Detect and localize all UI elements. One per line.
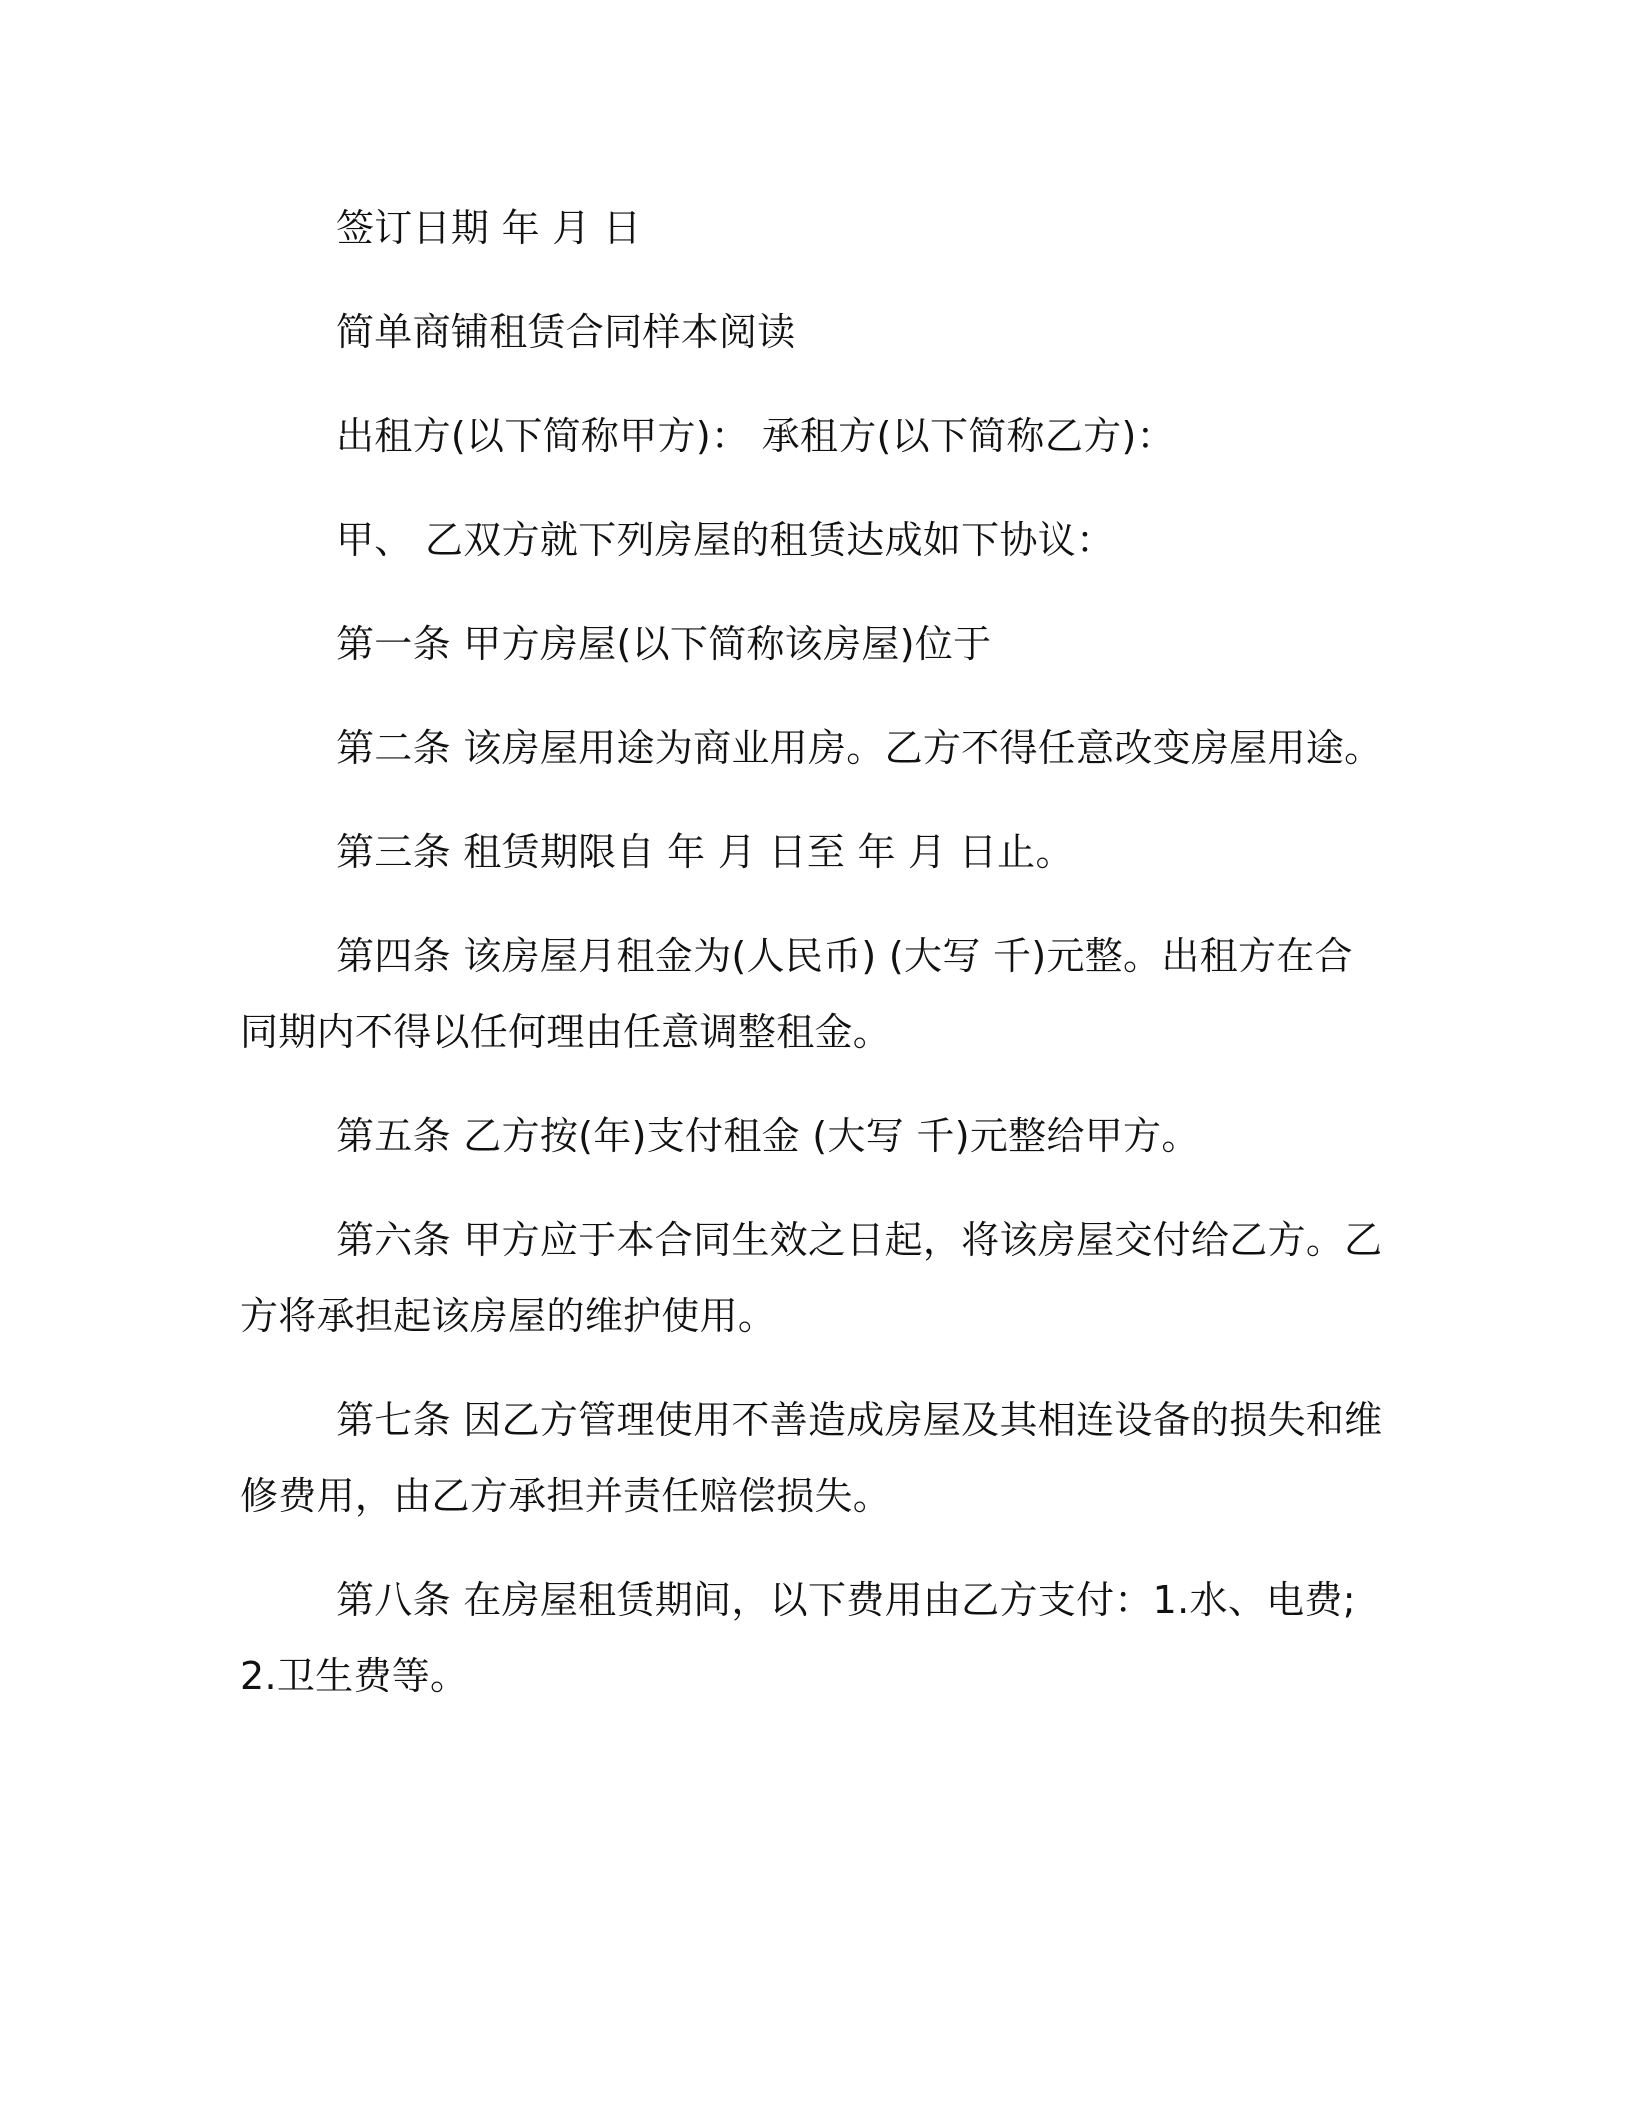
document-body [240, 190, 1385, 1742]
article-7: 第七条 因乙方管理使用不善造成房屋及其相连设备的损失和维修费用，由乙方承担并责任赔偿损失。 [240, 1398, 1383, 1518]
article-4: 第四条 该房屋月租金为(人民币) (大写 千)元整。出租方在合同期内不得以任何理由任意调整租金。 [240, 934, 1353, 1054]
parties-line: 出租方(以下简称甲方)： 承租方(以下简称乙方)： [336, 414, 1175, 458]
document-title: 简单商铺租赁合同样本阅读 [336, 310, 796, 354]
signing-date-line: 签订日期 年 月 日 [336, 206, 642, 250]
article-8: 第八条 在房屋租赁期间，以下费用由乙方支付：1.水、电费;2.卫生费等。 [240, 1578, 1356, 1698]
agreement-intro: 甲、 乙双方就下列房屋的租赁达成如下协议： [336, 518, 1115, 562]
article-3: 第三条 租赁期限自 年 月 日至 年 月 日止。 [336, 830, 1074, 874]
article-6: 第六条 甲方应于本合同生效之日起，将该房屋交付给乙方。乙方将承担起该房屋的维护使用。 [240, 1218, 1383, 1338]
article-1: 第一条 甲方房屋(以下简称该房屋)位于 [336, 622, 992, 666]
article-2: 第二条 该房屋用途为商业用房。乙方不得任意改变房屋用途。 [336, 726, 1383, 770]
article-5: 第五条 乙方按(年)支付租金 (大写 千)元整给甲方。 [336, 1114, 1200, 1158]
